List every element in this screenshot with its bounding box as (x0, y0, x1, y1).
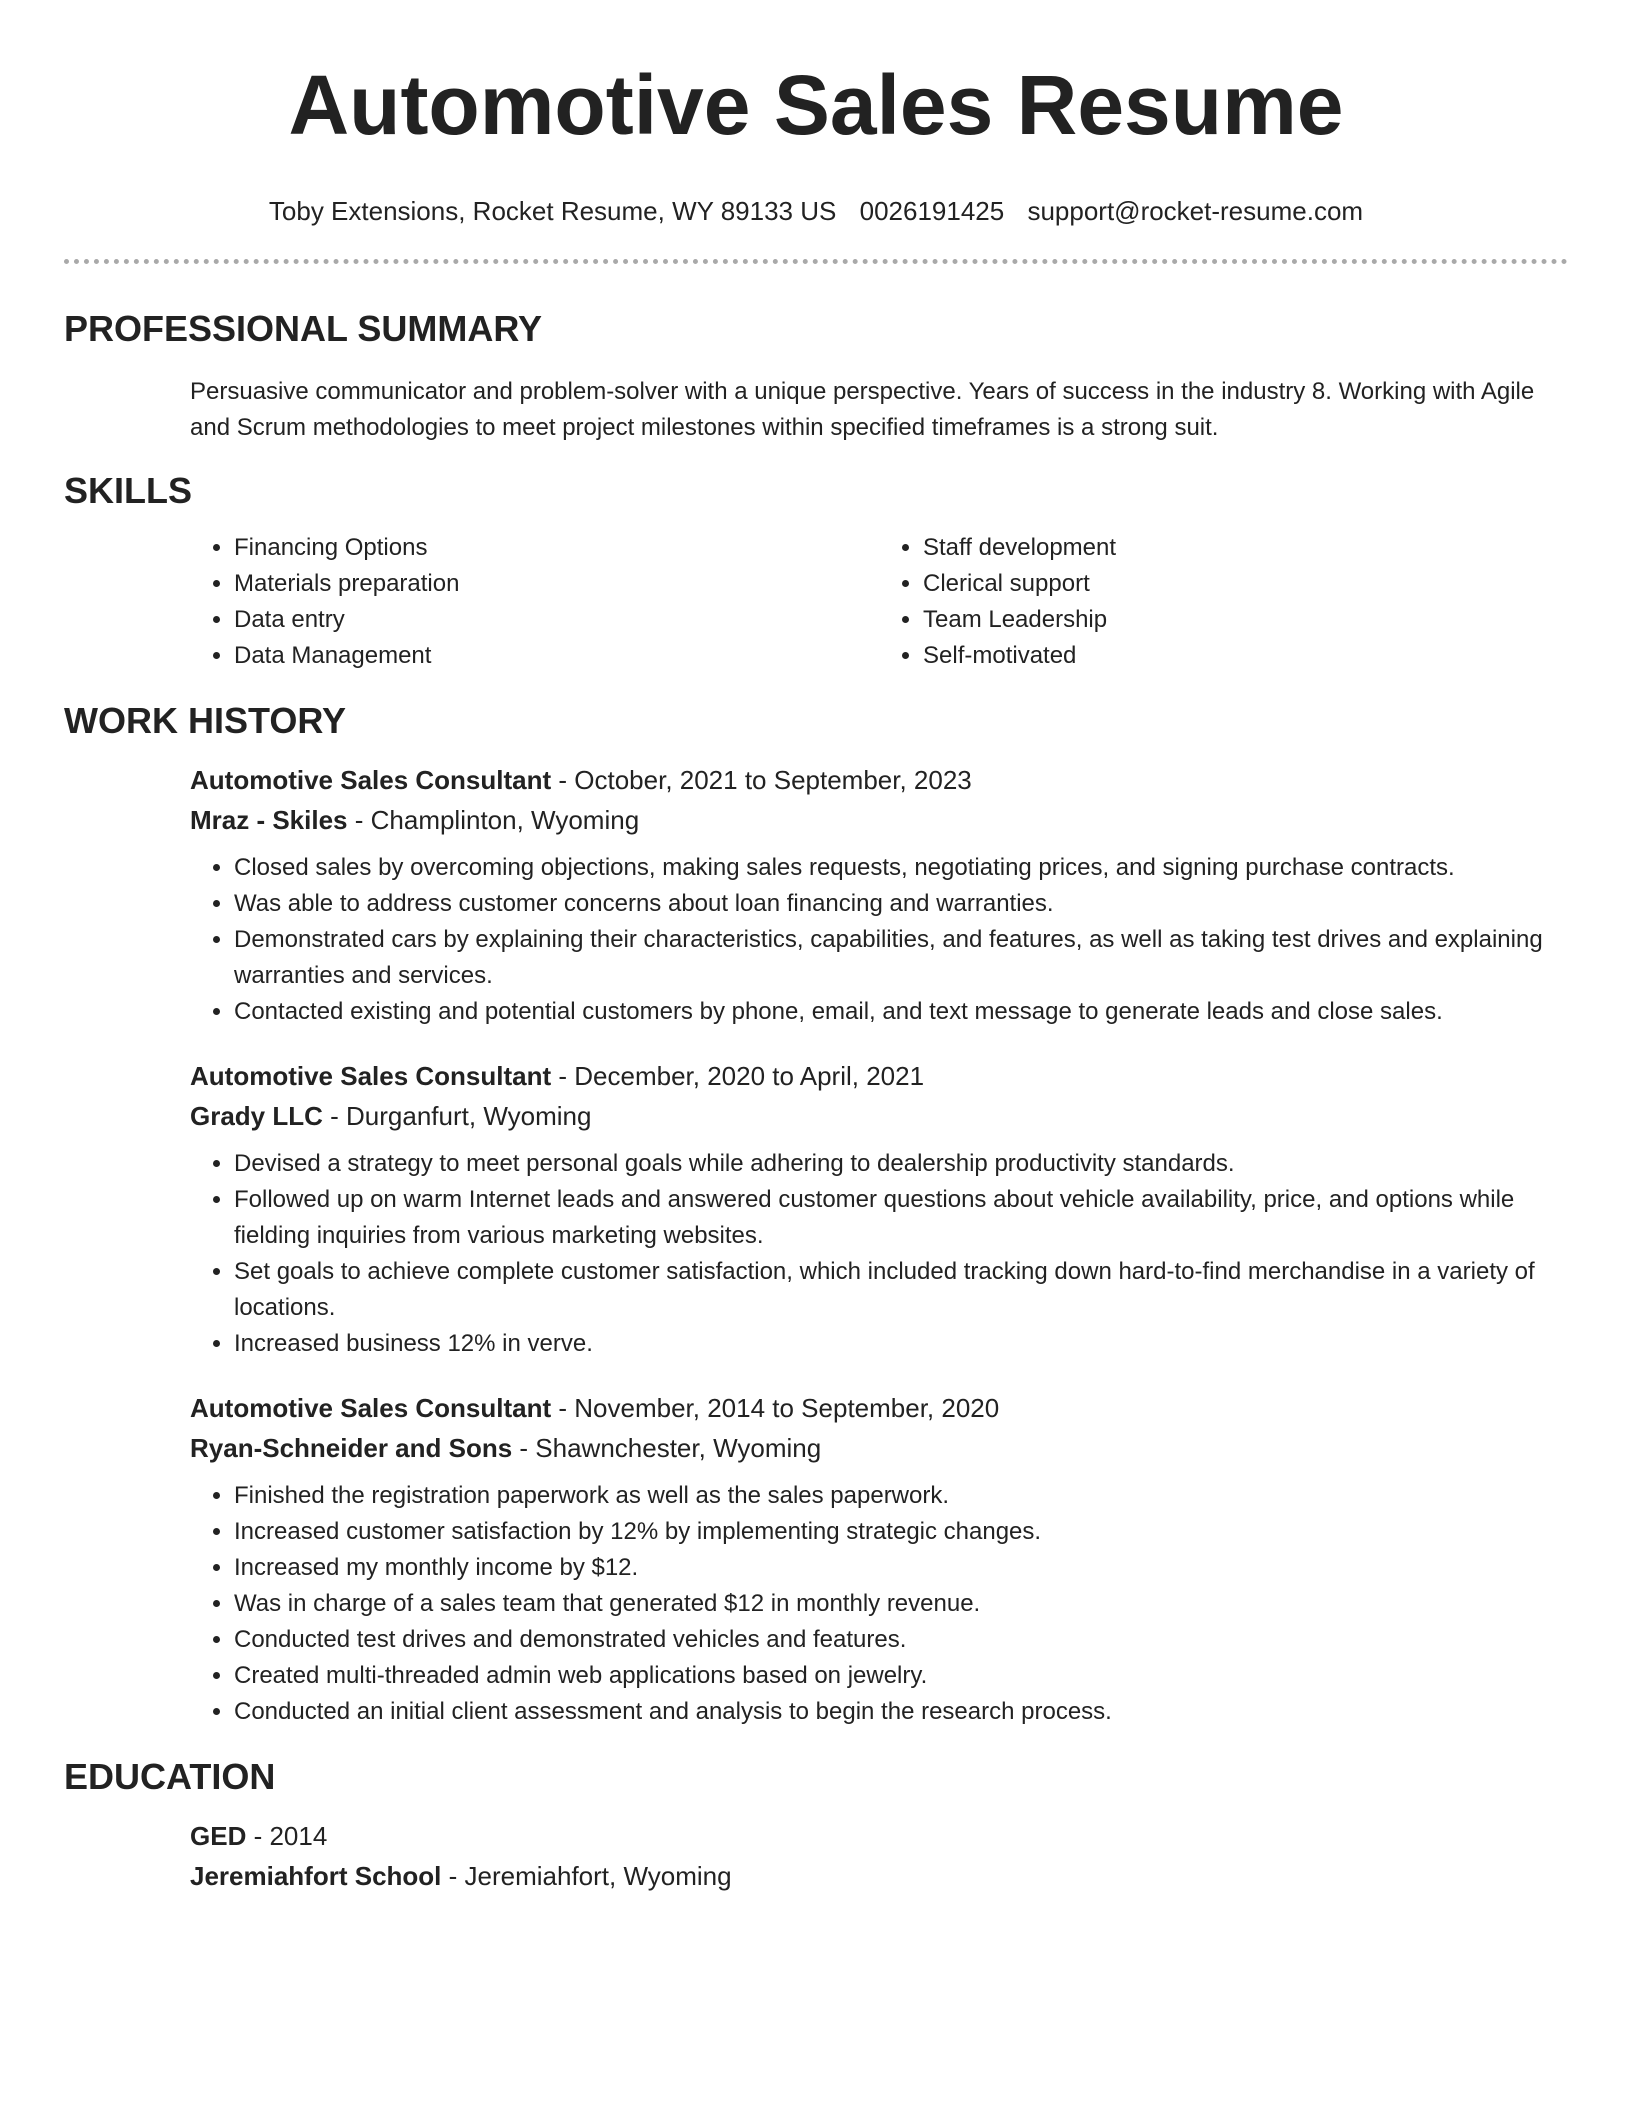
job-bullet: • Increased business 12% in verve. (234, 1326, 1568, 1362)
contact-phone: 0026191425 (859, 196, 1005, 226)
skills-section (64, 470, 1568, 674)
job-title: Automotive Sales Consultant (190, 1061, 552, 1091)
job-bullet: • Contacted existing and potential customers by phone, email, and text message to generate leads and close sales. (234, 994, 1568, 1030)
resume-title: Automotive Sales Resume (288, 58, 1344, 152)
resume-header (64, 0, 1568, 264)
education-school: Jeremiahfort School (190, 1861, 442, 1891)
job-bullet: • Closed sales by overcoming objections, making sales requests, negotiating prices, and signing purchase contracts. (234, 850, 1568, 886)
job-title: Automotive Sales Consultant (190, 765, 552, 795)
summary-body (190, 374, 1568, 446)
job-bullet: • Increased customer satisfaction by 12% by implementing strategic changes. (234, 1514, 1568, 1550)
education-degree: GED (190, 1821, 247, 1851)
summary-section (64, 308, 1568, 446)
education-section (64, 1756, 1568, 1896)
education-location: - Jeremiahfort, Wyoming (441, 1861, 732, 1891)
job-title-line (190, 1388, 1568, 1428)
job-bullets (190, 850, 1568, 1030)
job-title-line (190, 760, 1568, 800)
skill-item: • Self-motivated (923, 638, 1568, 674)
contact-line (64, 195, 1568, 227)
job-location: - Shawnchester, Wyoming (512, 1433, 822, 1463)
job-bullet: • Conducted an initial client assessment and analysis to begin the research process. (234, 1694, 1568, 1730)
education-degree-line (190, 1816, 1568, 1856)
skill-item: • Staff development (923, 530, 1568, 566)
skills-right-list (879, 530, 1568, 674)
job-bullet: • Demonstrated cars by explaining their characteristics, capabilities, and features, as well as taking test drives and explaining warranties and services. (234, 922, 1568, 994)
skills-left-list (190, 530, 879, 674)
job-company: Mraz - Skiles (190, 805, 348, 835)
job-entry (190, 760, 1568, 1030)
skill-item: • Clerical support (923, 566, 1568, 602)
work-list (190, 760, 1568, 1730)
skill-item: • Data entry (234, 602, 879, 638)
job-location: - Durganfurt, Wyoming (322, 1101, 592, 1131)
contact-address: Toby Extensions, Rocket Resume, WY 89133 US (268, 196, 837, 226)
job-entry (190, 1388, 1568, 1730)
summary-heading: PROFESSIONAL SUMMARY (64, 308, 543, 349)
job-bullet: • Finished the registration paperwork as well as the sales paperwork. (234, 1478, 1568, 1514)
job-company-line (190, 800, 1568, 840)
job-dates: - December, 2020 to April, 2021 (551, 1061, 925, 1091)
job-company: Ryan-Schneider and Sons (190, 1433, 513, 1463)
skill-item: • Data Management (234, 638, 879, 674)
job-location: - Champlinton, Wyoming (347, 805, 640, 835)
education-year: - 2014 (246, 1821, 328, 1851)
job-entry (190, 1056, 1568, 1362)
job-dates: - November, 2014 to September, 2020 (551, 1393, 1000, 1423)
job-bullet: • Increased my monthly income by $12. (234, 1550, 1568, 1586)
summary-text: Persuasive communicator and problem-solver with a unique perspective. Years of success in the industry 8. Working with Agile and Scrum methodologies to meet project milestones within specified timeframes is a strong suit. (190, 378, 1535, 441)
job-bullet: • Created multi-threaded admin web applications based on jewelry. (234, 1658, 1568, 1694)
skills-grid (190, 530, 1568, 674)
job-bullets (190, 1478, 1568, 1730)
job-bullet: • Was able to address customer concerns about loan financing and warranties. (234, 886, 1568, 922)
skill-item: • Materials preparation (234, 566, 879, 602)
education-heading: EDUCATION (64, 1756, 276, 1797)
skill-item: • Team Leadership (923, 602, 1568, 638)
job-bullet: • Conducted test drives and demonstrated vehicles and features. (234, 1622, 1568, 1658)
skill-item: • Financing Options (234, 530, 879, 566)
skills-heading: SKILLS (64, 470, 193, 511)
job-title: Automotive Sales Consultant (190, 1393, 552, 1423)
work-heading: WORK HISTORY (64, 700, 347, 741)
resume-page (64, 0, 1568, 1896)
job-bullet: • Set goals to achieve complete customer satisfaction, which included tracking down hard-to-find merchandise in a variety of locations. (234, 1254, 1568, 1326)
job-company-line (190, 1428, 1568, 1468)
job-bullet: • Devised a strategy to meet personal goals while adhering to dealership productivity standards. (234, 1146, 1568, 1182)
education-school-line (190, 1856, 1568, 1896)
work-section (64, 700, 1568, 1730)
job-bullets (190, 1146, 1568, 1362)
contact-email: support@rocket-resume.com (1027, 196, 1364, 226)
education-body (190, 1816, 1568, 1896)
job-bullet: • Followed up on warm Internet leads and answered customer questions about vehicle availability, price, and options while fielding inquiries from various marketing websites. (234, 1182, 1568, 1254)
job-company: Grady LLC (190, 1101, 323, 1131)
job-title-line (190, 1056, 1568, 1096)
job-company-line (190, 1096, 1568, 1136)
job-bullet: • Was in charge of a sales team that generated $12 in monthly revenue. (234, 1586, 1568, 1622)
header-divider (64, 259, 1568, 264)
job-dates: - October, 2021 to September, 2023 (551, 765, 972, 795)
